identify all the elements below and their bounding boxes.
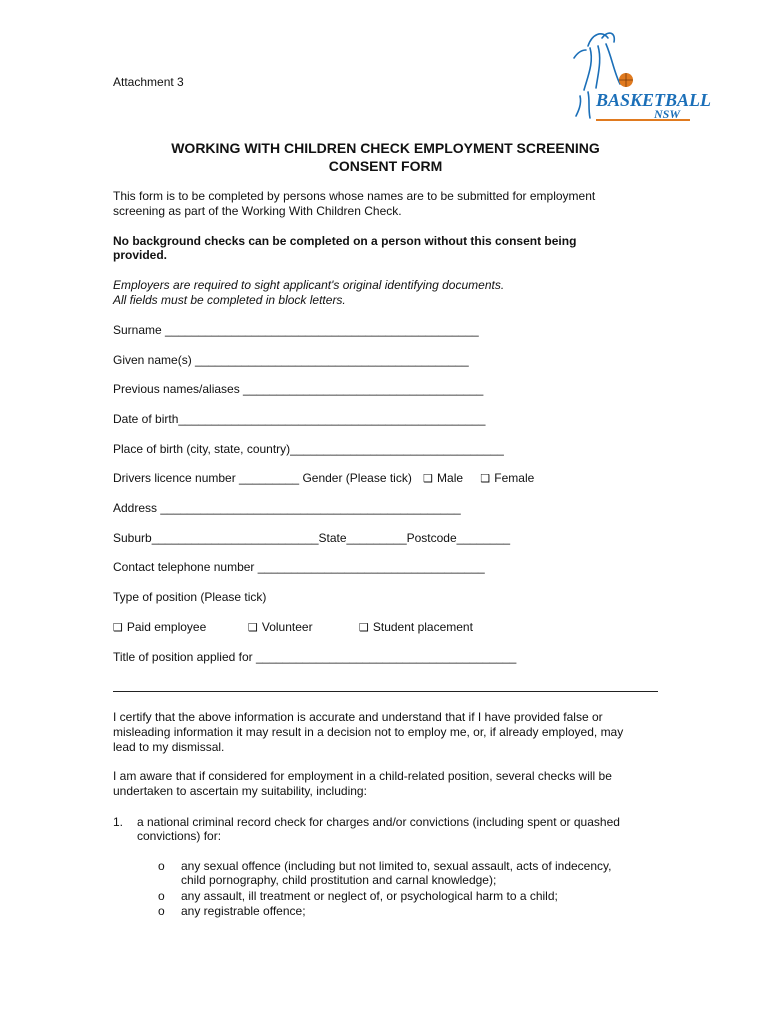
form-title-line2: CONSENT FORM [328,158,443,174]
employer-note-line2: All fields must be completed in block letters. [113,293,346,307]
intro-line1: This form is to be completed by persons whose names are to be submitted for employment [113,189,596,203]
volunteer-label: Volunteer [261,620,313,634]
logo-wordmark: BASKETBALL [596,90,712,110]
paid-employee-label: Paid employee [126,620,207,634]
previous-names-field[interactable]: Previous names/aliases ____________________________________ [113,382,484,396]
bullet-icon: o [158,889,165,903]
student-placement-checkbox[interactable] [359,620,473,635]
paid-employee-checkbox[interactable] [113,620,206,635]
certify-line2: misleading information it may result in a decision not to employ me, or, if already employed, may [113,725,624,739]
logo-sub: NSW [654,107,681,121]
sub-item-1-line1: any sexual offence (including but not limited to, sexual assault, acts of indecency, [181,859,612,873]
checkbox-icon: ❑ [359,622,369,634]
licence-gender-row [113,471,534,486]
checkbox-icon: ❑ [113,622,123,634]
aware-line1: I am aware that if considered for employment in a child-related position, several checks will be [113,769,612,783]
certify-line1: I certify that the above information is accurate and understand that if I have provided false or [113,710,603,724]
list-item-1-line1: a national criminal record check for charges and/or convictions (including spent or quashed [137,815,620,829]
checkbox-icon: ❑ [248,622,258,634]
male-label: Male [437,471,464,485]
basketball-nsw-logo [568,28,712,124]
employer-note-line1: Employers are required to sight applicant's original identifying documents. [113,278,505,292]
consent-warning-line1: No background checks can be completed on a person without this consent being [113,234,577,248]
suburb-state-postcode-field[interactable]: Suburb_________________________State_________Postcode________ [113,531,511,545]
checkbox-icon: ❑ [423,473,434,485]
female-checkbox[interactable] [480,471,534,485]
given-names-field[interactable]: Given name(s) _________________________________________ [113,353,469,367]
form-title-line1: WORKING WITH CHILDREN CHECK EMPLOYMENT SCREENING [171,140,600,156]
licence-field[interactable]: Drivers licence number _________ Gender (Please tick) [113,471,412,485]
volunteer-checkbox[interactable] [248,620,313,635]
consent-warning-line2: provided. [113,248,168,262]
place-of-birth-field[interactable]: Place of birth (city, state, country)________________________________ [113,442,504,456]
telephone-field[interactable]: Contact telephone number __________________________________ [113,560,485,574]
male-checkbox[interactable] [423,471,463,485]
list-item-1-line2: convictions) for: [137,829,222,843]
bullet-icon: o [158,904,165,918]
position-type-label: Type of position (Please tick) [113,590,267,604]
attachment-label: Attachment 3 [113,75,184,89]
intro-line2: screening as part of the Working With Children Check. [113,204,402,218]
surname-field[interactable]: Surname _______________________________________________ [113,323,479,337]
student-placement-label: Student placement [372,620,473,634]
bullet-icon: o [158,859,165,873]
sub-item-2: any assault, ill treatment or neglect of, or psychological harm to a child; [181,889,558,903]
section-divider [113,691,658,692]
checkbox-icon: ❑ [480,473,491,485]
address-field[interactable]: Address _____________________________________________ [113,501,461,515]
aware-line2: undertaken to ascertain my suitability, including: [113,784,367,798]
sub-item-3: any registrable offence; [181,904,306,918]
certify-line3: lead to my dismissal. [113,740,225,754]
list-number-1: 1. [113,815,124,829]
date-of-birth-field[interactable]: Date of birth______________________________________________ [113,412,486,426]
sub-item-1-line2: child pornography, child prostitution and carnal knowledge); [181,873,497,887]
position-title-field[interactable]: Title of position applied for _______________________________________ [113,650,517,664]
female-label: Female [494,471,535,485]
